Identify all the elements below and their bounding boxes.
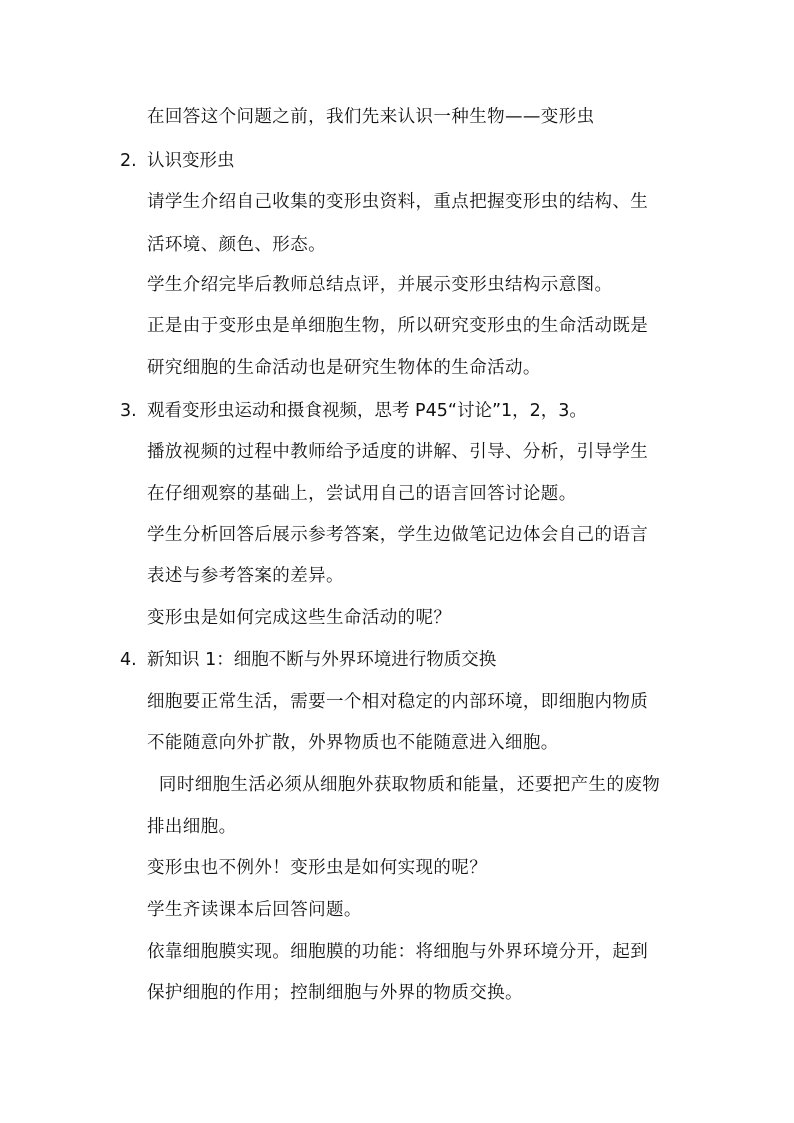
paragraph-line: 保护细胞的作用；控制细胞与外界的物质交换。 (147, 983, 523, 1003)
section-heading: 认识变形虫 (147, 151, 235, 171)
paragraph-line: 细胞要正常生活，需要一个相对稳定的内部环境，即细胞内物质 (147, 692, 649, 712)
paragraph-line: 不能随意向外扩散，外界物质也不能随意进入细胞。 (147, 733, 559, 753)
section-number: 4. (120, 650, 137, 670)
paragraph-line: 在仔细观察的基础上，尝试用自己的语言回答讨论题。 (147, 484, 577, 504)
paragraph-line: 活环境、颜色、形态。 (147, 235, 326, 255)
paragraph-line: 研究细胞的生命活动也是研究生物体的生命活动。 (147, 358, 541, 378)
intro-text: 在回答这个问题之前，我们先来认识一种生物——变形虫 (147, 107, 595, 127)
paragraph-line: 同时细胞生活必须从细胞外获取物质和能量，还要把产生的废物 (147, 775, 661, 795)
section-heading: 观看变形虫运动和摄食视频，思考 P45“讨论”1，2，3。 (147, 401, 587, 421)
paragraph-line: 学生分析回答后展示参考答案，学生边做笔记边体会自己的语言 (147, 525, 649, 545)
section-number: 3. (120, 401, 137, 421)
paragraph-line: 学生齐读课本后回答问题。 (147, 900, 362, 920)
paragraph-line: 排出细胞。 (147, 817, 237, 837)
section-number: 2. (120, 151, 137, 171)
paragraph-line: 播放视频的过程中教师给予适度的讲解、引导、分析，引导学生 (147, 442, 649, 462)
section-heading: 新知识 1：细胞不断与外界环境进行物质交换 (147, 650, 497, 670)
paragraph-line: 请学生介绍自己收集的变形虫资料，重点把握变形虫的结构、生 (147, 192, 649, 212)
paragraph-line: 依靠细胞膜实现。细胞膜的功能：将细胞与外界环境分开，起到 (147, 942, 649, 962)
paragraph-line: 变形虫也不例外！变形虫是如何实现的呢？ (147, 858, 488, 878)
paragraph-line: 变形虫是如何完成这些生命活动的呢？ (147, 608, 452, 628)
paragraph-line: 表述与参考答案的差异。 (147, 566, 344, 586)
paragraph-line: 学生介绍完毕后教师总结点评，并展示变形虫结构示意图。 (147, 275, 613, 295)
paragraph-line: 正是由于变形虫是单细胞生物，所以研究变形虫的生命活动既是 (147, 316, 649, 336)
